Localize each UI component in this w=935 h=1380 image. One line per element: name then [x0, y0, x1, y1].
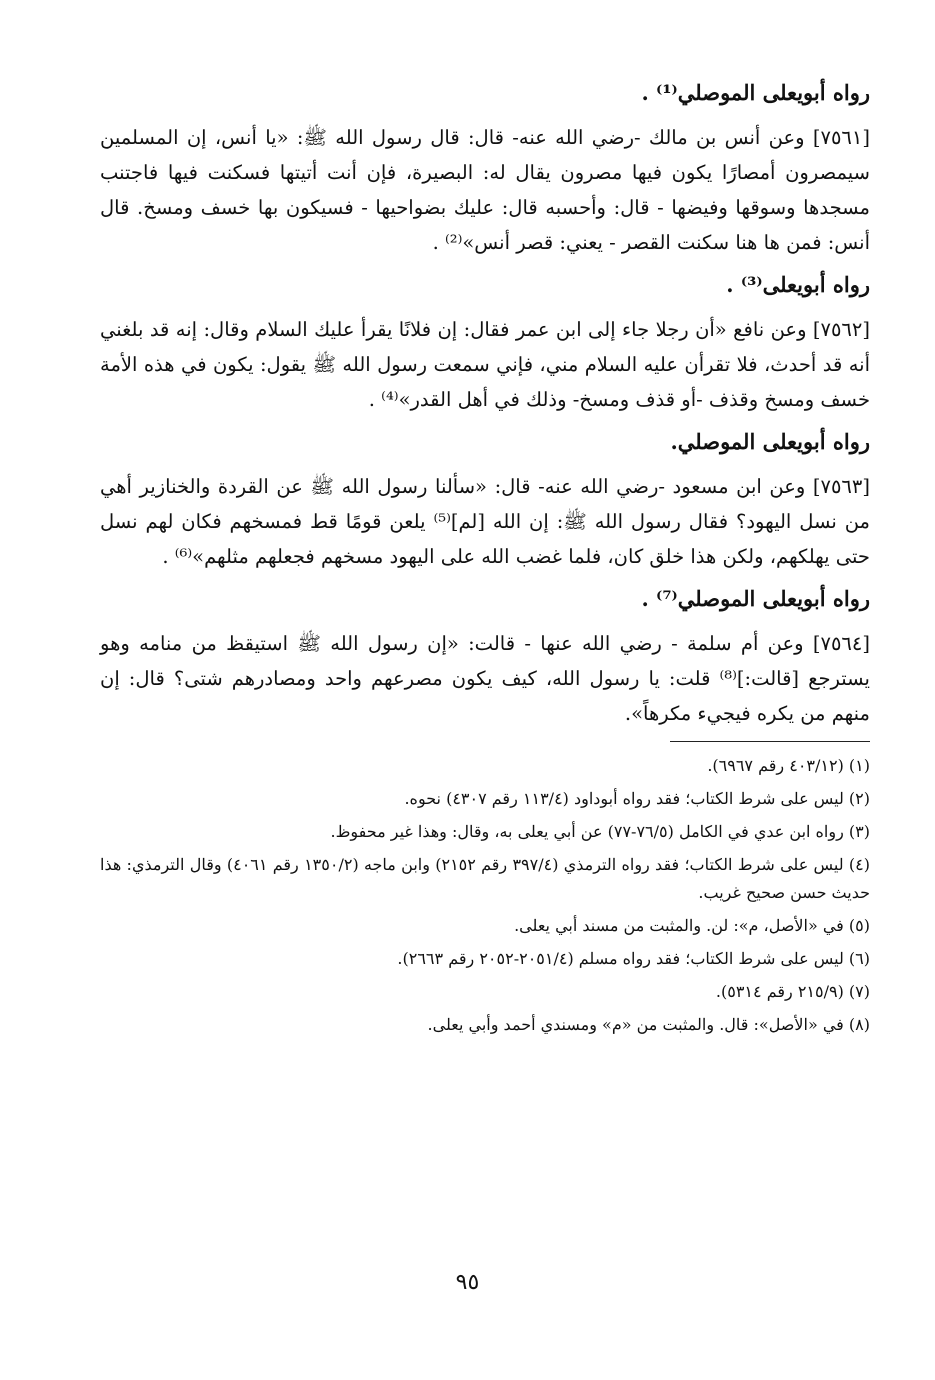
footnote-item: (٣) رواه ابن عدي في الكامل (٧٦/٥-٧٧) عن أبي يعلى به، وقال: وهذا غير محفوظ.	[330, 822, 870, 841]
source-line: رواه أبويعلى⁽³⁾ .	[726, 272, 870, 297]
footnote-item: (١) (٤٠٣/١٢ رقم ٦٩٦٧).	[707, 756, 870, 775]
source-line: رواه أبويعلى الموصلي.	[670, 429, 870, 454]
page-number: ٩٥	[455, 1270, 480, 1295]
footnote-item: (٥) في «الأصل، م»: لن. والمثبت من مسند أبي يعلى.	[514, 916, 870, 935]
hadith-paragraph: [٧٥٦٢] وعن نافع «أن رجلا جاء إلى ابن عمر فقال: إن فلانًا يقرأ عليك السلام وقال: إنه قد بلغني أنه قد أحدث، فلا تقرأن عليه السلام مني، فإني سمعت رسول الله ﷺ يقول: يكون في هذه الأمة خسف ومسخ وقذف -أو قذف ومسخ- وذلك في أهل القدر»⁽⁴⁾ .	[100, 318, 870, 411]
hadith-paragraph: [٧٥٦٣] وعن ابن مسعود -رضي الله عنه- قال: «سألنا رسول الله ﷺ عن القردة والخنازير أهي من نسل اليهود؟ فقال رسول الله ﷺ: إن الله [لم]⁽⁵⁾ يلعن قومًا قط فمسخهم فكان لهم نسل حتى يهلكهم، ولكن هذا خلق كان، فلما غضب الله على اليهود مسخهم فجعلهم مثلهم»⁽⁶⁾ .	[100, 475, 870, 568]
footnote-divider	[670, 741, 870, 742]
footnote-item: (٧) (٢١٥/٩ رقم ٥٣١٤).	[715, 982, 870, 1001]
source-line: رواه أبويعلى الموصلي⁽¹⁾ .	[641, 80, 870, 105]
hadith-paragraph: [٧٥٦١] وعن أنس بن مالك -رضي الله عنه- قال: قال رسول الله ﷺ: «يا أنس، إن المسلمين سيمصرون أمصارًا يكون فيها مصرون يقال له: البصيرة، فإن أنت أتيتها فسكنت فيها فاجتنب مسجدها وسوقها وفيضها - قال: وأحسبه قال: عليك بضواحيها - فسيكون بها خسف ومسخ. قال أنس: فمن ها هنا سكنت القصر - يعني: قصر أنس»⁽²⁾ .	[100, 126, 870, 254]
page-body	[100, 78, 870, 1044]
hadith-paragraph: [٧٥٦٤] وعن أم سلمة - رضي الله عنها - قالت: «إن رسول الله ﷺ استيقظ من منامه وهو يسترجع [قالت:]⁽⁸⁾ قلت: يا رسول الله، كيف يكون مصرعهم واحد ومصادرهم شتى؟ قال: إن منهم من يكره فيجيء مكرهاً».	[100, 632, 870, 725]
footnote-item: (٤) ليس على شرط الكتاب؛ فقد رواه الترمذي (٣٩٧/٤ رقم ٢١٥٢) وابن ماجه (١٣٥٠/٢ رقم ٤٠٦١) وقال الترمذي: هذا حديث حسن صحيح غريب.	[100, 855, 871, 902]
footnote-item: (٨) في «الأصل»: قال. والمثبت من «م» ومسندي أحمد وأبي يعلى.	[427, 1015, 870, 1034]
footnote-item: (٦) ليس على شرط الكتاب؛ فقد رواه مسلم (٢٠٥١/٤-٢٠٥٢ رقم ٢٦٦٣).	[397, 949, 870, 968]
source-line: رواه أبويعلى الموصلي⁽⁷⁾ .	[641, 586, 870, 611]
footnote-item: (٢) ليس على شرط الكتاب؛ فقد رواه أبوداود (١١٣/٤ رقم ٤٣٠٧) نحوه.	[404, 789, 870, 808]
footnotes	[100, 752, 870, 1039]
